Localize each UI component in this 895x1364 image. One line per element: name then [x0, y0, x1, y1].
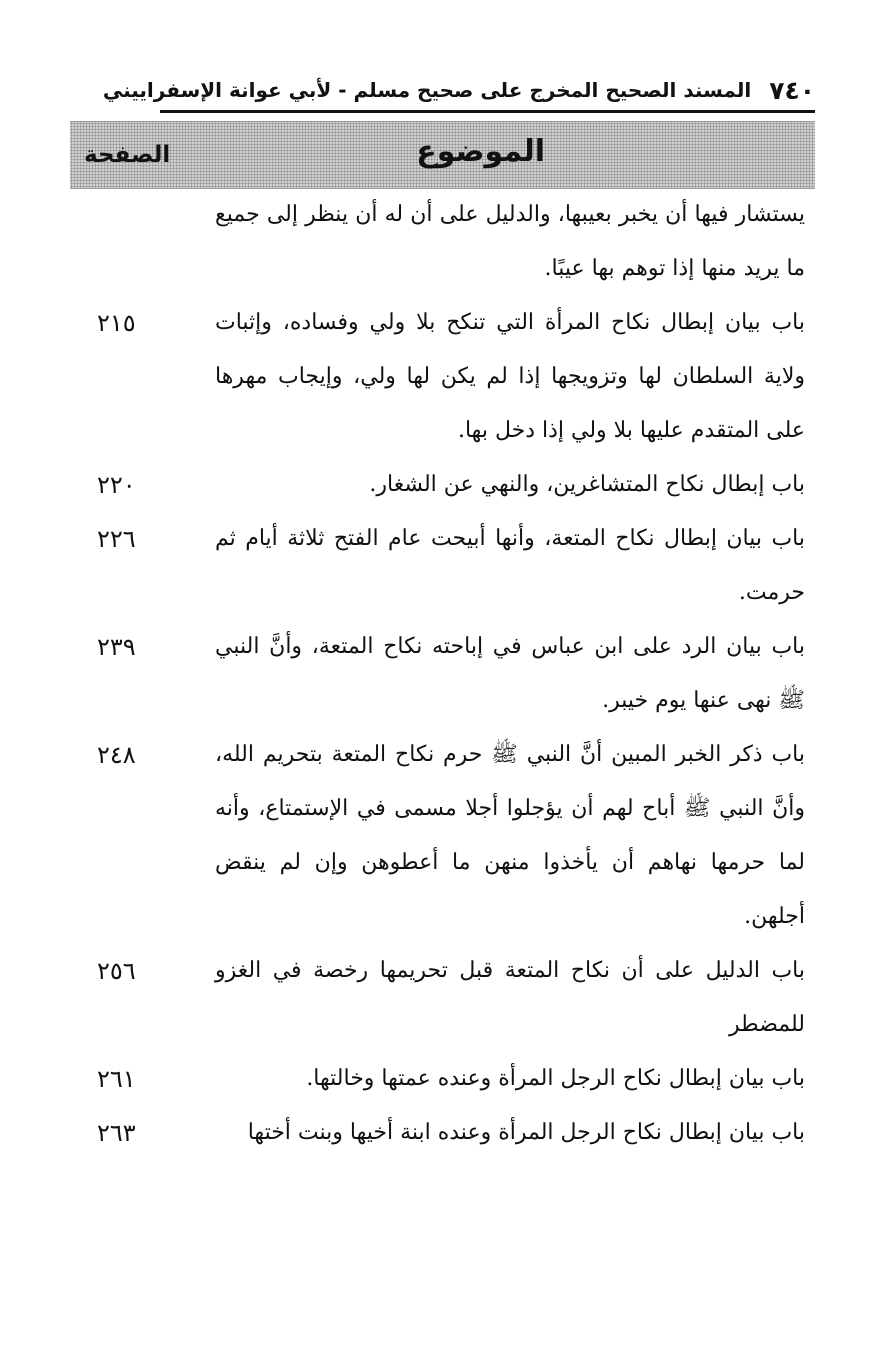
book-title: المسند الصحيح المخرج على صحيح مسلم - لأبي عوانة الإسفراييني	[102, 78, 752, 102]
toc-entry	[95, 458, 805, 512]
running-header	[102, 70, 815, 113]
toc-entry	[95, 1052, 805, 1106]
page-column-label: الصفحة	[84, 142, 171, 168]
toc-entry-page: ٢٢٦	[97, 525, 136, 553]
toc-entry-title: باب بيان إبطال نكاح المتعة، وأنها أبيحت عام الفتح ثلاثة أيام ثم حرمت.	[215, 526, 805, 605]
toc-entry	[95, 944, 805, 1052]
toc-entry-title: باب بيان إبطال نكاح الرجل المرأة وعنده ابنة أخيها وبنت أختها	[247, 1120, 805, 1145]
toc-entry-page: ٢١٥	[97, 309, 136, 337]
toc-entry	[95, 620, 805, 728]
toc-entry-page: ٢٦١	[97, 1065, 136, 1093]
toc-entry	[95, 512, 805, 620]
toc-entry-title: يستشار فيها أن يخبر بعيبها، والدليل على أن له أن ينظر إلى جميع ما يريد منها إذا توهم بها عيبًا.	[215, 202, 805, 281]
toc-entry	[95, 1106, 805, 1160]
page-number: ٧٤٠	[769, 75, 815, 105]
toc-entry	[95, 296, 805, 458]
table-of-contents	[95, 188, 805, 1160]
column-header-bar	[70, 121, 815, 189]
toc-entry-page: ٢٤٨	[97, 741, 136, 769]
toc-entry-page: ٢٦٣	[97, 1119, 136, 1147]
toc-entry-page: ٢٢٠	[97, 471, 136, 499]
topic-column-label: الموضوع	[416, 134, 545, 169]
toc-entry-title: باب الدليل على أن نكاح المتعة قبل تحريمها رخصة في الغزو للمضطر	[215, 958, 805, 1037]
toc-entry-page: ٢٣٩	[97, 633, 136, 661]
toc-entry-title: باب إبطال نكاح المتشاغرين، والنهي عن الشغار.	[369, 472, 805, 497]
toc-entry	[95, 188, 805, 296]
toc-entry-title: باب بيان الرد على ابن عباس في إباحته نكاح المتعة، وأنَّ النبي ﷺ نهى عنها يوم خيبر.	[215, 634, 805, 713]
toc-entry-title: باب بيان إبطال نكاح المرأة التي تنكح بلا ولي وفساده، وإثبات ولاية السلطان لها وتزويجها إذا لم يكن لها ولي، وإيجاب مهرها على المتقدم عليها بلا ولي إذا دخل بها.	[215, 310, 805, 443]
toc-entry-title: باب ذكر الخبر المبين أنَّ النبي ﷺ حرم نكاح المتعة بتحريم الله، وأنَّ النبي ﷺ أباح لهم أن يؤجلوا أجلا مسمى في الإستمتاع، وأنه لما حرمها نهاهم أن يأخذوا منهن ما أعطوهن وإن لم ينقض أجلهن.	[215, 742, 805, 929]
toc-entry-page: ٢٥٦	[97, 957, 136, 985]
toc-entry	[95, 728, 805, 944]
toc-entry-title: باب بيان إبطال نكاح الرجل المرأة وعنده عمتها وخالتها.	[306, 1066, 805, 1091]
